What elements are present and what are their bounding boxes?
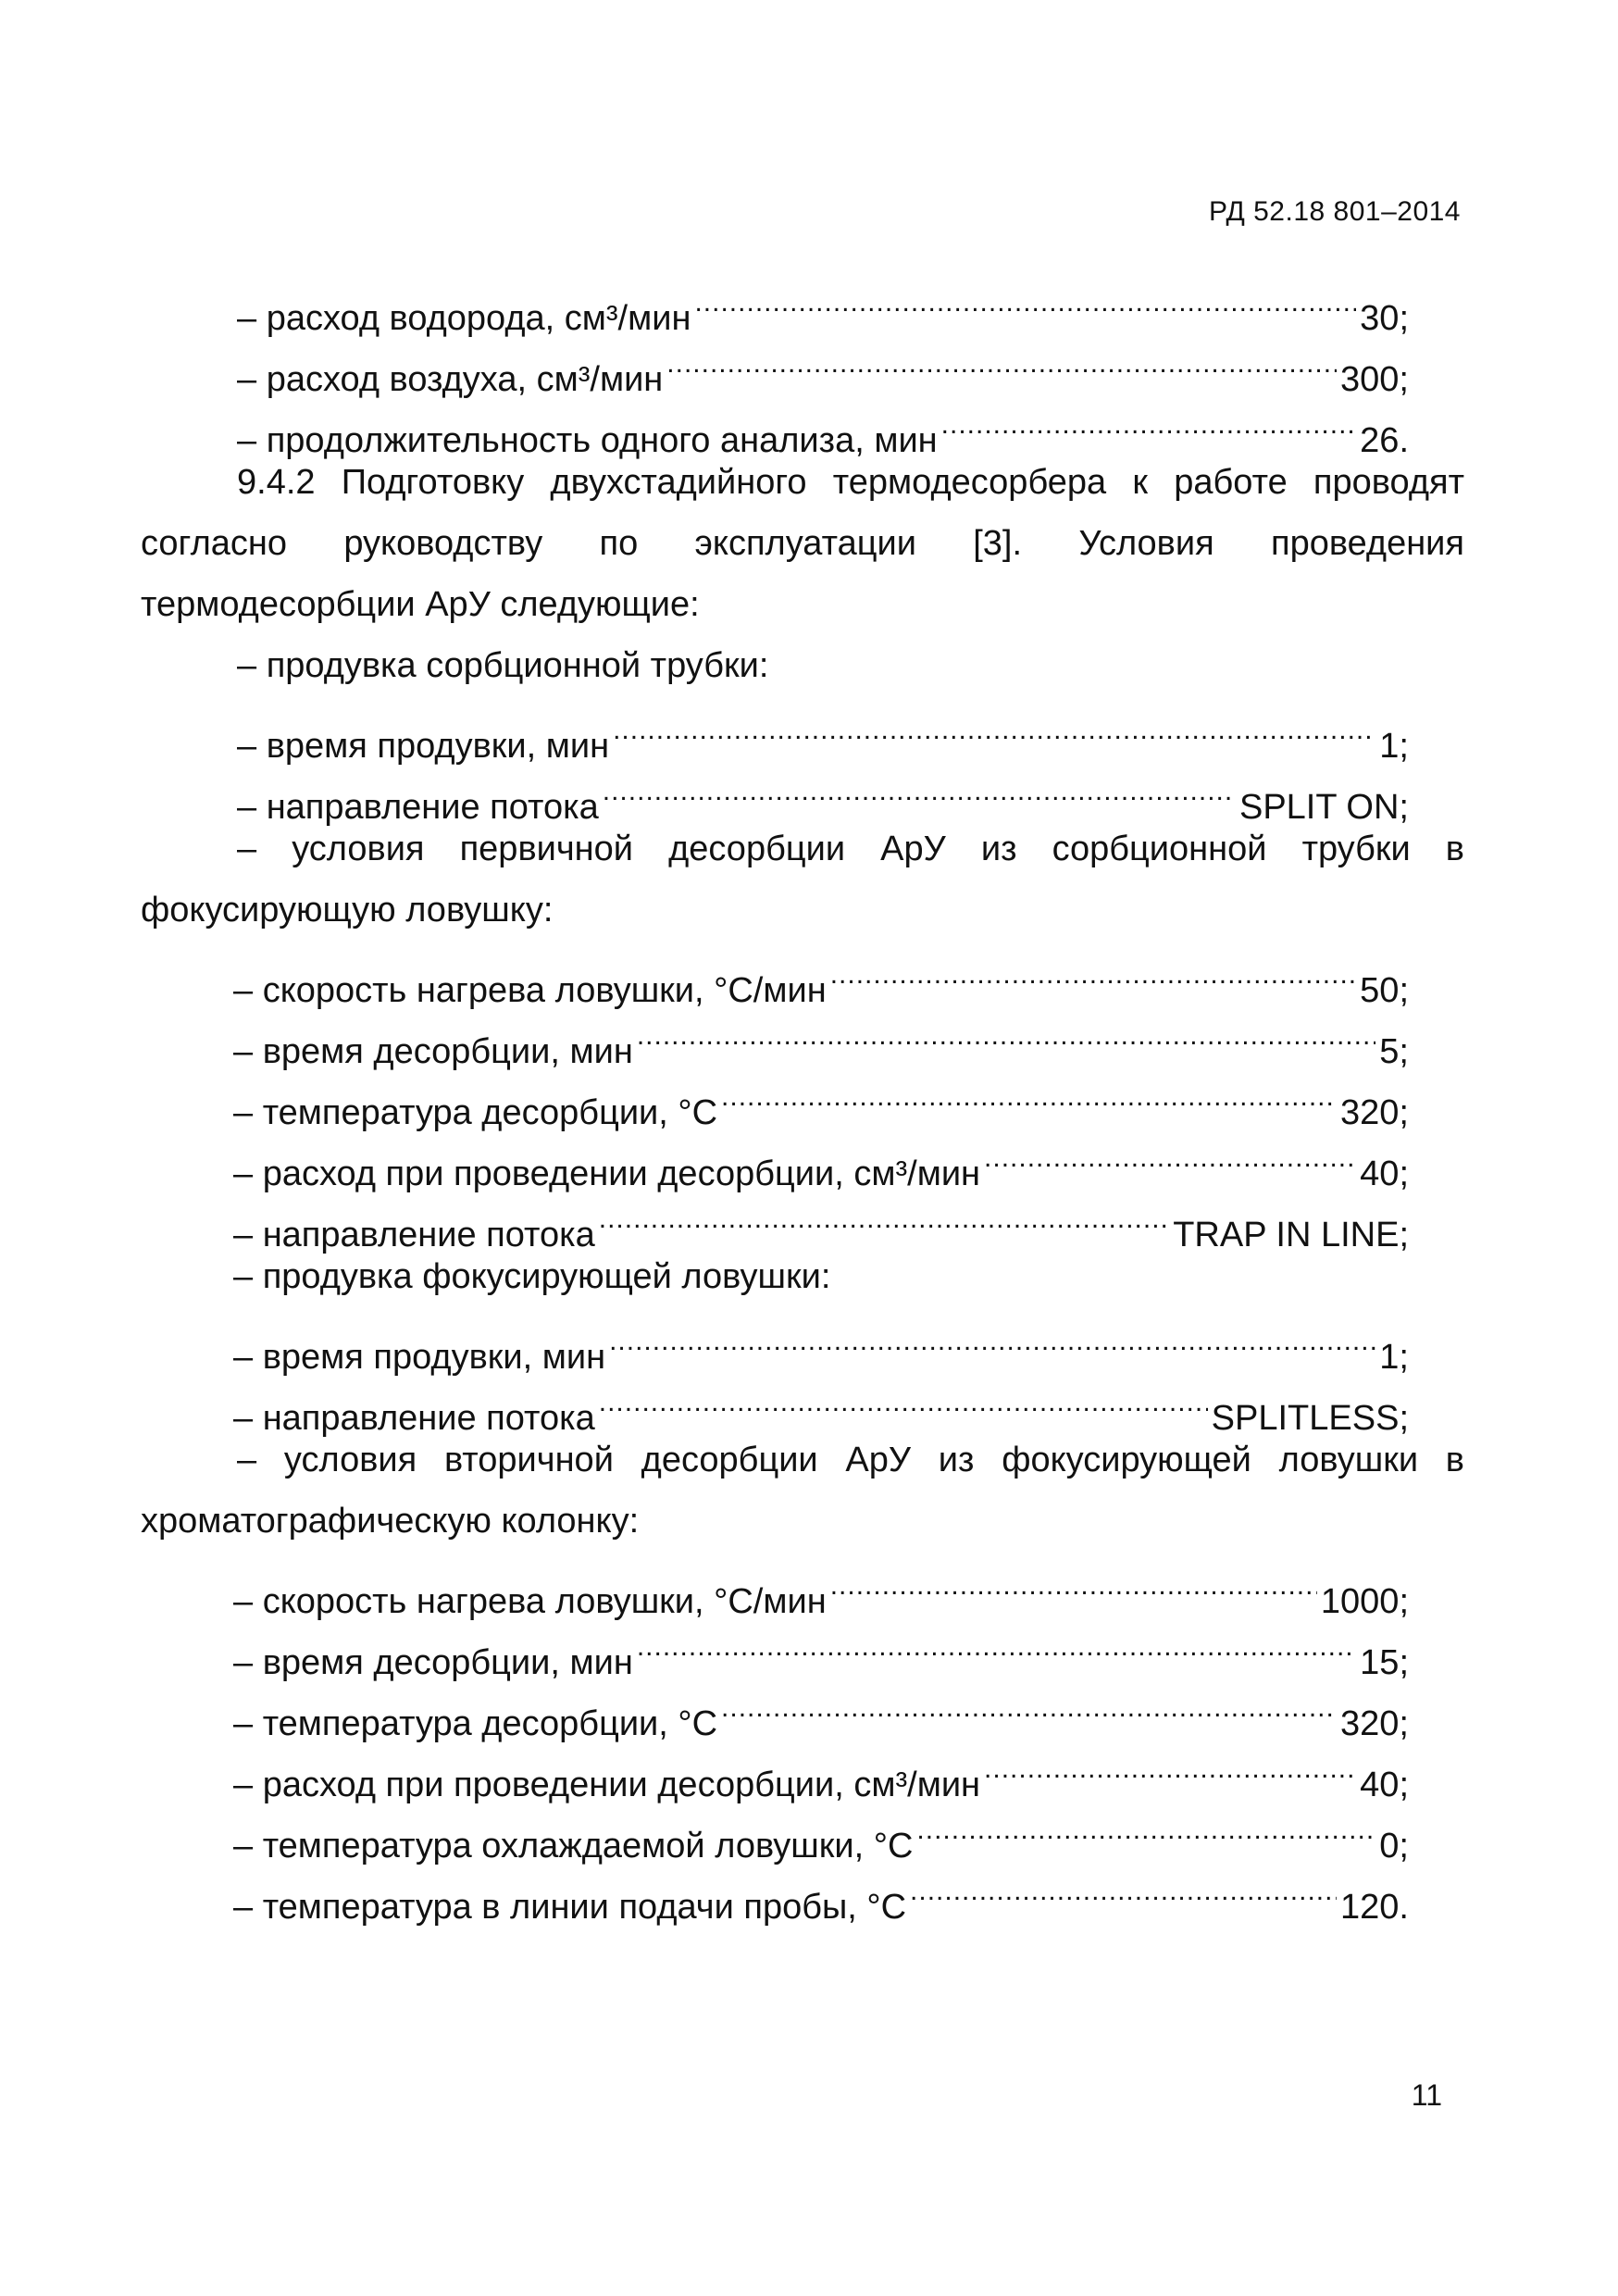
item-label: – температура охлаждаемой ловушки, °С (233, 1827, 914, 1866)
item-value: 320; (1340, 1704, 1409, 1743)
item-value: 320; (1340, 1093, 1409, 1132)
item-label: – расход при проведении десорбции, см³/мин (233, 1154, 981, 1193)
leader-dots (637, 1613, 1356, 1674)
page-number: 11 (1411, 2078, 1442, 2112)
item-value: 5; (1379, 1032, 1409, 1071)
leader-dots (637, 1002, 1375, 1063)
item-value: TRAP IN LINE; (1173, 1216, 1409, 1254)
leader-dots (984, 1124, 1356, 1185)
item-value: 40; (1360, 1766, 1409, 1804)
list-item (141, 268, 1464, 338)
list-item (141, 696, 1464, 766)
item-value: 300; (1340, 360, 1409, 399)
leader-dots (613, 696, 1375, 757)
leader-dots (599, 1368, 1208, 1429)
leader-dots (910, 1857, 1337, 1918)
item-value: 1; (1379, 727, 1409, 766)
leader-dots (694, 268, 1356, 330)
item-value: 26. (1360, 421, 1409, 460)
leader-dots (721, 1063, 1337, 1124)
item-label: – время десорбции, мин (233, 1643, 633, 1682)
document-code: РД 52.18 801–2014 (1208, 196, 1461, 227)
body-paragraph: 9.4.2 Подготовку двухстадийного термодесорбера к работе проводят согласно руководству по эксплуатации [3]. Условия проведения термодесорбции АрУ следующие: (141, 463, 1464, 624)
item-label: – температура десорбции, °С (233, 1093, 718, 1132)
item-label: – температура в линии подачи пробы, °С (233, 1888, 907, 1927)
item-value: 120. (1340, 1888, 1409, 1927)
item-label: – время продувки, мин (233, 1338, 606, 1377)
leader-dots (916, 1796, 1375, 1857)
item-label: – время продувки, мин (237, 727, 610, 766)
leader-dots (830, 941, 1356, 1002)
section-heading: – продувка сорбционной трубки: (237, 646, 769, 685)
item-label: – расход при проведении десорбции, см³/мин (233, 1766, 981, 1804)
item-value: 50; (1360, 971, 1409, 1010)
page-content (141, 268, 1464, 1927)
list-item (141, 1307, 1464, 1377)
leader-dots (666, 330, 1337, 391)
item-label: – расход воздуха, см³/мин (237, 360, 664, 399)
item-value: 0; (1379, 1827, 1409, 1866)
item-value: 1; (1379, 1338, 1409, 1377)
item-label: – расход водорода, см³/мин (237, 299, 691, 338)
list-item (141, 1552, 1464, 1621)
leader-dots (603, 757, 1236, 818)
leader-dots (609, 1307, 1375, 1368)
item-value: 30; (1360, 299, 1409, 338)
item-value: 15; (1360, 1643, 1409, 1682)
section-heading: – условия вторичной десорбции АрУ из фокусирующей ловушки в хроматографическую колонку: (141, 1441, 1464, 1541)
leader-dots (830, 1552, 1317, 1613)
item-label: – направление потока (233, 1216, 595, 1254)
list-item (141, 941, 1464, 1010)
section-heading: – продувка фокусирующей ловушки: (233, 1257, 831, 1296)
leader-dots (941, 391, 1357, 452)
item-label: – скорость нагрева ловушки, °С/мин (233, 1582, 827, 1621)
item-value: SPLITLESS; (1211, 1399, 1409, 1438)
item-label: – время десорбции, мин (233, 1032, 633, 1071)
leader-dots (599, 1185, 1169, 1246)
item-label: – направление потока (237, 788, 599, 827)
item-label: – температура десорбции, °С (233, 1704, 718, 1743)
item-label: – продолжительность одного анализа, мин (237, 421, 938, 460)
leader-dots (984, 1735, 1356, 1796)
item-label: – скорость нагрева ловушки, °С/мин (233, 971, 827, 1010)
item-value: SPLIT ON; (1238, 788, 1409, 827)
item-value: 1000; (1320, 1582, 1409, 1621)
item-value: 40; (1360, 1154, 1409, 1193)
section-heading: – условия первичной десорбции АрУ из сорбционной трубки в фокусирующую ловушку: (141, 830, 1464, 930)
leader-dots (721, 1674, 1337, 1735)
item-label: – направление потока (233, 1399, 595, 1438)
